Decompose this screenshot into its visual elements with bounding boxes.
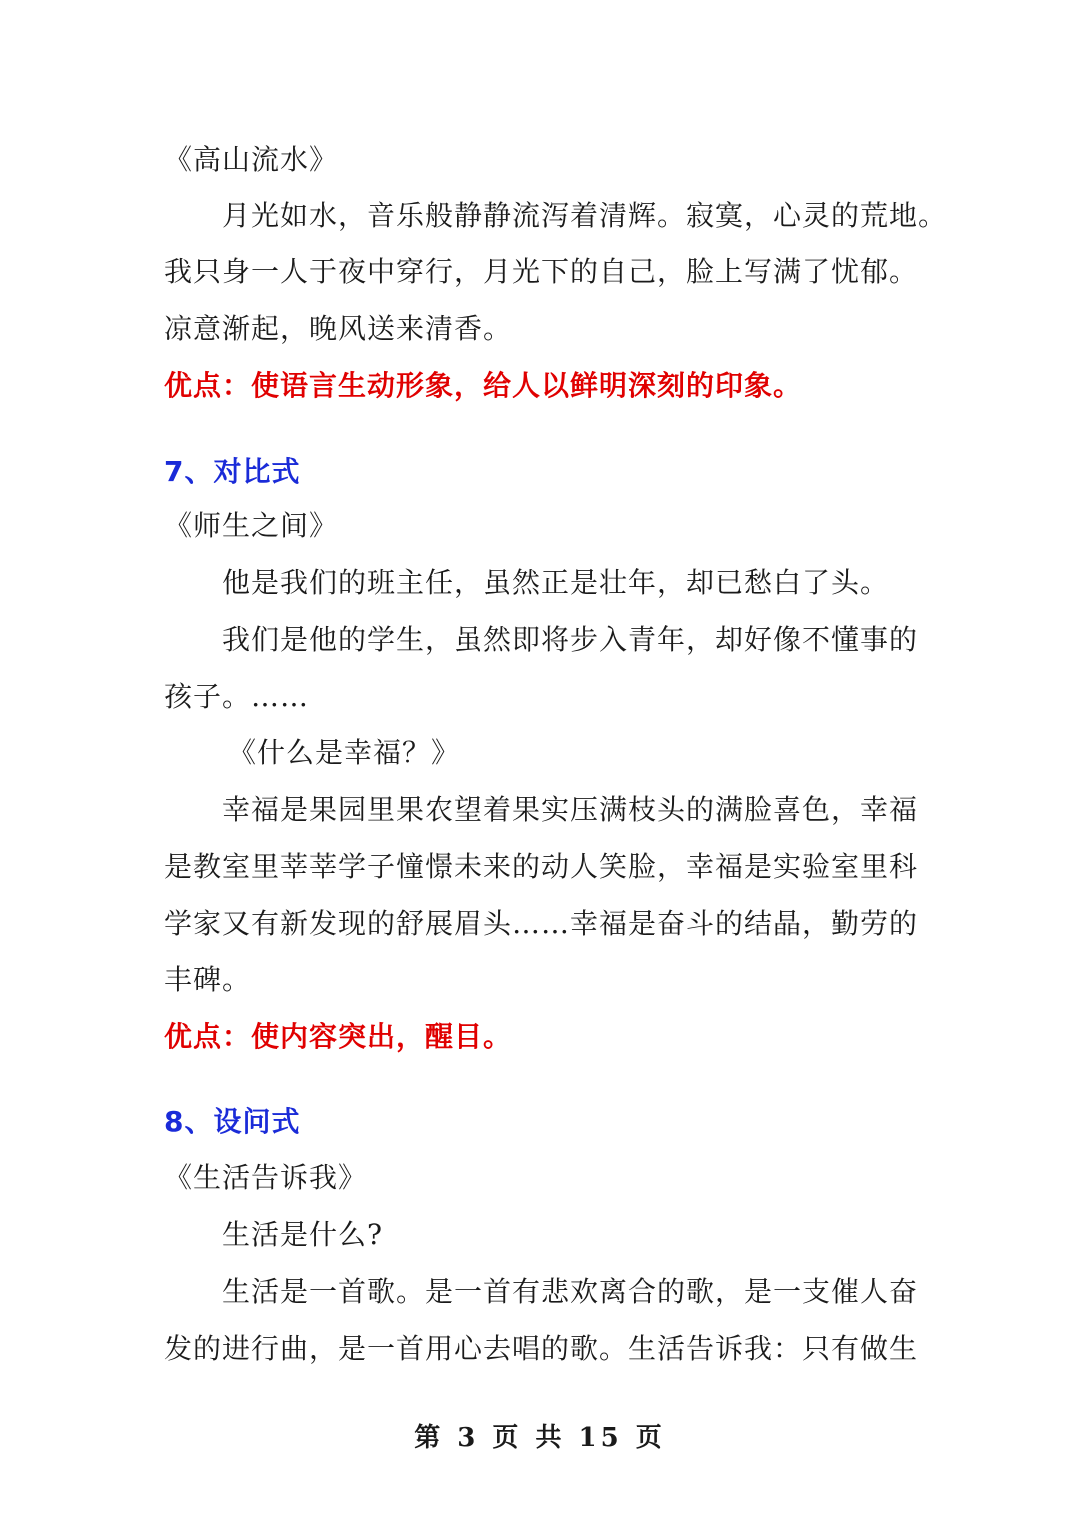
essay-title-shisheng: 《师生之间》 bbox=[164, 509, 339, 542]
essay-title-shenghuo: 《生活告诉我》 bbox=[164, 1161, 368, 1194]
body-line: 是教室里莘莘学子憧憬未来的动人笑脸，幸福是实验室里科 bbox=[164, 850, 919, 883]
page-number-footer: 第 3 页 共 15 页 bbox=[414, 1423, 666, 1453]
body-line: 丰碑。 bbox=[164, 963, 252, 996]
body-line: 发的进行曲，是一首用心去唱的歌。生活告诉我：只有做生 bbox=[164, 1332, 919, 1365]
advantage-note: 优点：使语言生动形象，给人以鲜明深刻的印象。 bbox=[164, 369, 803, 402]
body-line: 学家又有新发现的舒展眉头……幸福是奋斗的结晶，勤劳的 bbox=[164, 907, 919, 940]
advantage-note: 优点：使内容突出，醒目。 bbox=[164, 1020, 513, 1053]
body-line: 月光如水，音乐般静静流泻着清辉。寂寞，心灵的荒地。 bbox=[222, 199, 948, 232]
essay-title-gaoshan: 《高山流水》 bbox=[164, 143, 339, 176]
body-line: 生活是一首歌。是一首有悲欢离合的歌，是一支催人奋 bbox=[222, 1275, 919, 1308]
body-line: 幸福是果园里果农望着果实压满枝头的满脸喜色，幸福 bbox=[222, 793, 919, 826]
body-line: 他是我们的班主任，虽然正是壮年，却已愁白了头。 bbox=[222, 566, 890, 599]
body-line: 我们是他的学生，虽然即将步入青年，却好像不懂事的 bbox=[222, 623, 919, 656]
section-heading-contrast: 7、对比式 bbox=[164, 455, 301, 488]
body-line: 我只身一人于夜中穿行，月光下的自己，脸上写满了忧郁。 bbox=[164, 255, 919, 288]
body-line: 生活是什么? bbox=[222, 1218, 384, 1251]
section-heading-question: 8、设问式 bbox=[164, 1105, 301, 1138]
body-line: 孩子。…… bbox=[164, 680, 310, 713]
body-line: 凉意渐起，晚风送来清香。 bbox=[164, 312, 513, 345]
essay-title-xingfu: 《什么是幸福？》 bbox=[228, 736, 461, 769]
